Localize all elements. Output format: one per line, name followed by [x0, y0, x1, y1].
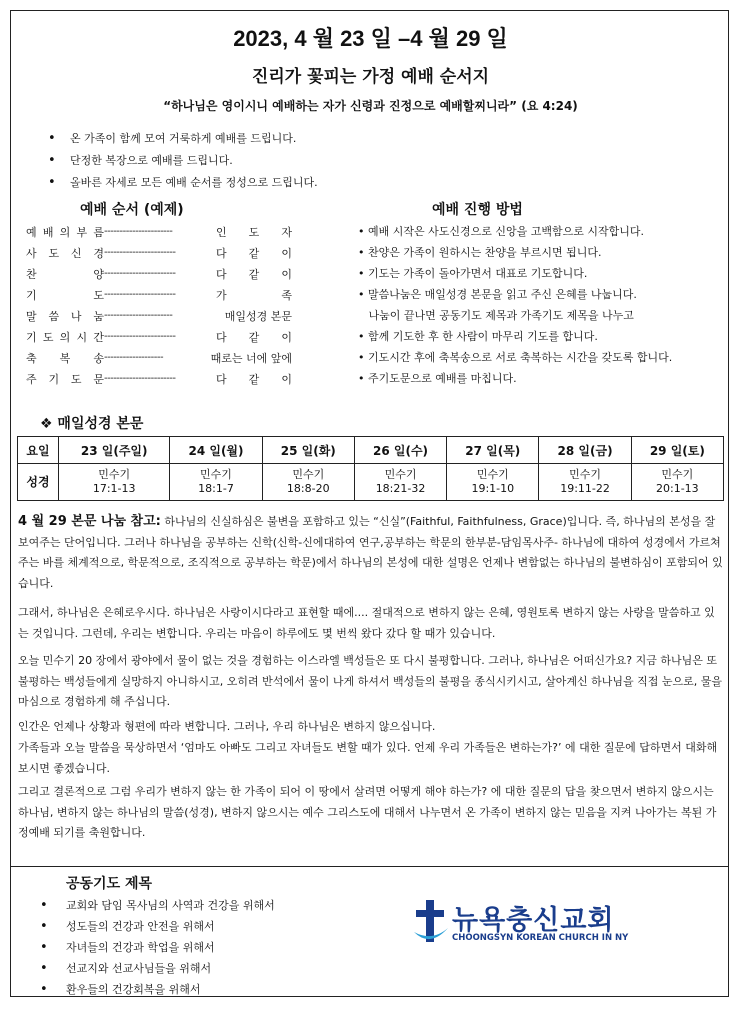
order-leader-dashes: ----------------------- — [104, 268, 176, 279]
day-header: 28 일(금) — [539, 437, 631, 464]
day-header: 25 일(화) — [262, 437, 354, 464]
order-leader-dashes: ------------------- — [104, 352, 164, 363]
day-label-cell: 요일 — [18, 437, 59, 464]
order-item-name — [26, 371, 104, 387]
method-item: • 말씀나눔은 매일성경 본문을 읽고 주신 은혜를 나눕니다. — [358, 288, 637, 301]
order-name-char: 문 — [93, 372, 104, 386]
prayer-item: • 성도들의 건강과 안전을 위해서 — [40, 916, 275, 937]
order-leader-dashes: ----------------------- — [104, 289, 176, 300]
order-name-char: 눔 — [93, 309, 104, 323]
church-name-korean: 뉴욕충신교회 — [452, 905, 615, 936]
rule-item: • 단정한 복장으로 예배를 드립니다. — [48, 150, 318, 172]
reflection-paragraph: 가족들과 오늘 말씀을 묵상하면서 ‘엄마도 아빠도 그리고 자녀들도 변할 때가 있다. 언제 우리 가족들은 변하는가?’ 에 대한 질문에 답하면서 대화해 보시면 좋겠습니다. — [18, 741, 718, 775]
reflection-paragraph: 오늘 민수기 20 장에서 광야에서 물이 없는 것을 경험하는 이스라엘 백성들은 또 다시 불평합니다. 그러나, 하나님은 어떠신가요? 지금 하나님은 또 불평하는 백성들에게 실망하지 아니하시고, 오히려 반석에서 물이 나게 하셔서 백성들의 불평을 종식시키시고, 살아계신 하나님을 직접 눈으로, 물을 마심으로 경험하게 해 주십니다. — [18, 654, 722, 708]
order-row — [26, 221, 292, 242]
day-header: 24 일(월) — [170, 437, 262, 464]
church-logo — [412, 898, 629, 950]
order-leader-char: 같 — [248, 372, 260, 386]
reading-cell — [262, 464, 354, 501]
daily-bible-table — [17, 436, 724, 501]
church-name-english: CHOONGSYN KOREAN CHURCH IN NY — [452, 933, 629, 943]
order-leader-char: 이 — [281, 267, 292, 281]
reflection-paragraph: 그래서, 하나님은 은혜로우시다. 하나님은 사랑이시다라고 표현할 때에.... 절대적으로 변하지 않는 은혜, 영원토록 변하지 않는 사랑을 말씀하고 있는 것입니다. 그런데, 우리는 변합니다. 우리는 마음이 하루에도 몇 번씩 왔다 갔다 할 때가 있습니다. — [18, 606, 715, 640]
order-leader-char: 이 — [281, 330, 292, 344]
order-leader-char: 자 — [281, 225, 292, 239]
rule-item: • 올바른 자세로 모든 예배 순서를 정성으로 드립니다. — [48, 172, 318, 194]
method-item: • 주기도문으로 예배를 마칩니다. — [358, 372, 517, 385]
reading-ref: 20:1-13 — [656, 482, 699, 495]
section-divider — [10, 866, 729, 867]
page-subtitle: 진리가 꽃피는 가정 예배 순서지 — [251, 67, 490, 87]
order-name-char: 도 — [70, 372, 82, 386]
reading-ref: 18:1-7 — [198, 482, 234, 495]
order-leader-char: 같 — [248, 246, 260, 260]
order-row — [26, 242, 292, 263]
order-name-char: 도 — [48, 246, 60, 260]
order-leader-dashes: ---------------------- — [104, 226, 173, 237]
book-label-cell: 성경 — [18, 464, 59, 501]
reading-ref: 17:1-13 — [92, 482, 136, 495]
reading-cell — [170, 464, 262, 501]
day-header: 23 일(주일) — [59, 437, 170, 464]
table-header-row — [18, 437, 724, 464]
order-item-name — [26, 245, 104, 261]
book-name: 민수기 — [292, 468, 325, 481]
method-heading: 예배 진행 방법 — [432, 202, 523, 218]
day-header: 26 일(수) — [354, 437, 446, 464]
book-name: 민수기 — [200, 468, 232, 481]
page-title: 2023, 4 월 23 일 –4 월 29 일 — [233, 26, 508, 51]
reading-cell — [447, 464, 539, 501]
reading-ref: 19:11-22 — [560, 482, 610, 495]
order-leader-char: 이 — [281, 246, 292, 260]
order-name-char: 도 — [93, 288, 104, 302]
daily-bible-heading: ❖ 매일성경 본문 — [40, 416, 144, 432]
method-item: 나눔이 끝나면 공동기도 제목과 가족기도 제목을 나누고 — [358, 309, 634, 322]
order-item-leader — [216, 287, 292, 303]
method-item: • 함께 기도한 후 한 사람이 마무리 기도를 합니다. — [358, 330, 598, 343]
method-item: • 기도시간 후에 축복송으로 서로 축복하는 시간을 갖도록 합니다. — [358, 351, 673, 364]
order-name-char: 름 — [93, 225, 104, 239]
order-name-char: 기 — [48, 372, 60, 386]
order-name-char: 사 — [26, 246, 37, 260]
reflection-lead: 4 월 29 본문 나눔 참고: — [18, 514, 161, 529]
reflection-paragraph: 그리고 결론적으로 그럼 우리가 변하지 않는 한 가족이 되어 이 땅에서 살려면 어떻게 해야 하는가? 에 대한 질문의 답을 찾으면서 변하지 않으시는 하나님, 변하지 않는 하나님의 말씀(성경), 변하지 않으시는 예수 그리스도에 대해서 나누면서 온 가족이 변하지 않는 믿음을 지켜 나아가는 복된 가정예배 되기를 축원합니다. — [18, 785, 717, 839]
order-item-leader: 때로는 너에 앞에 — [210, 351, 292, 365]
order-leader-dashes: ----------------------- — [104, 247, 176, 258]
reflection-text: 하나님의 신실하심은 불변을 포함하고 있는 “신실”(Faithful, Faithfulness, Grace)입니다. 즉, 하나님의 본성을 잘 보여주는 단어입니다. 그러나 하나님을 공부하는 신학(신학-신에대하여 연구,공부하는 학문의 한부분-담임목사주- 하나님에 대하여 성경에서 가르쳐주는 바를 체계적으로, 학문적으로, 조직적으로 공부하는 학문)에서 하나님의 본성에 대한 설명은 언제나 변함없는 하나님의 불변하심이 포함되어 있습니다. — [18, 515, 723, 590]
worship-rules-list — [48, 128, 318, 194]
prayer-item: • 선교지와 선교사님들을 위해서 — [40, 958, 275, 979]
day-header: 29 일(토) — [631, 437, 723, 464]
order-name-char: 복 — [59, 351, 71, 365]
order-item-name — [26, 287, 104, 303]
order-row — [26, 284, 292, 305]
order-leader-dashes: ---------------------- — [104, 310, 173, 321]
order-leader-char: 같 — [248, 267, 260, 281]
method-item: • 예배 시작은 사도신경으로 신앙을 고백함으로 시작합니다. — [358, 225, 644, 238]
book-name: 민수기 — [476, 468, 509, 481]
order-item-name — [26, 308, 104, 324]
order-leader-char: 인 — [216, 225, 227, 239]
order-row — [26, 368, 292, 389]
order-name-char: 나 — [70, 309, 82, 323]
order-item-leader — [216, 266, 292, 282]
order-leader-char: 다 — [216, 267, 227, 281]
order-item-leader — [216, 245, 292, 261]
order-item-leader: 매일성경 본문 — [224, 309, 292, 323]
order-leader-char: 가 — [216, 288, 227, 302]
reading-ref: 18:21-32 — [375, 482, 426, 495]
reading-cell — [631, 464, 723, 501]
order-name-char: 기 — [26, 330, 37, 344]
order-name-char: 의 — [59, 330, 71, 344]
order-heading: 예배 순서 (예제) — [80, 202, 184, 218]
order-leader-dashes: ----------------------- — [104, 373, 176, 384]
order-name-char: 찬 — [26, 267, 37, 281]
reading-ref: 19:1-10 — [471, 482, 515, 495]
book-name: 민수기 — [384, 468, 417, 481]
reading-cell — [539, 464, 631, 501]
order-item-leader — [216, 329, 292, 345]
reading-cell — [59, 464, 170, 501]
rule-item: • 온 가족이 함께 모여 거룩하게 예배를 드립니다. — [48, 128, 318, 150]
order-name-char: 신 — [70, 246, 82, 260]
order-name-char: 시 — [76, 330, 88, 344]
order-name-char: 예 — [26, 225, 37, 239]
method-item: • 기도는 가족이 돌아가면서 대표로 기도합니다. — [358, 267, 588, 280]
cross-logo-icon — [412, 898, 450, 948]
order-leader-char: 도 — [248, 225, 260, 239]
order-name-char: 송 — [93, 351, 104, 365]
reflection-paragraph: 인간은 언제나 상황과 형편에 따라 변합니다. 그러나, 우리 하나님은 변하지 않으십니다. — [18, 720, 436, 733]
order-item-leader — [216, 371, 292, 387]
prayer-heading: 공동기도 제목 — [66, 876, 153, 892]
order-item-name — [26, 350, 104, 366]
order-name-char: 주 — [26, 372, 37, 386]
order-name-char: 씀 — [48, 309, 60, 323]
reading-ref: 18:8-20 — [286, 482, 330, 495]
reflection-paragraph — [18, 512, 723, 594]
order-name-char: 간 — [93, 330, 104, 344]
method-item: • 찬양은 가족이 원하시는 찬양을 부르시면 됩니다. — [358, 246, 602, 259]
prayer-item: • 자녀들의 건강과 학업을 위해서 — [40, 937, 275, 958]
order-row — [26, 347, 292, 368]
order-name-char: 기 — [26, 288, 37, 302]
order-item-leader — [216, 224, 292, 240]
order-leader-char: 다 — [216, 246, 227, 260]
order-leader-char: 족 — [281, 288, 292, 302]
book-name: 민수기 — [98, 468, 131, 481]
order-name-char: 의 — [59, 225, 71, 239]
order-name-char: 말 — [26, 309, 37, 323]
book-name: 민수기 — [661, 468, 694, 481]
order-name-char: 부 — [76, 225, 88, 239]
day-header: 27 일(목) — [447, 437, 539, 464]
order-item-name — [26, 329, 104, 345]
order-leader-char: 다 — [216, 330, 227, 344]
order-leader-char: 이 — [281, 372, 292, 386]
reading-cell — [354, 464, 446, 501]
prayer-list — [40, 895, 275, 1000]
table-row — [18, 464, 724, 501]
order-row — [26, 326, 292, 347]
order-name-char: 양 — [93, 267, 104, 281]
order-item-name — [26, 224, 104, 240]
order-name-char: 경 — [93, 246, 104, 260]
prayer-item: • 교회와 담임 목사님의 사역과 건강을 위해서 — [40, 895, 275, 916]
order-name-char: 축 — [26, 351, 37, 365]
prayer-item: • 환우들의 건강회복을 위해서 — [40, 979, 275, 1000]
order-leader-char: 같 — [248, 330, 260, 344]
order-name-char: 배 — [42, 225, 54, 239]
order-leader-dashes: ----------------------- — [104, 331, 176, 342]
order-row — [26, 305, 292, 326]
order-row — [26, 263, 292, 284]
order-name-char: 도 — [42, 330, 54, 344]
book-name: 민수기 — [569, 468, 601, 481]
order-item-name — [26, 266, 104, 282]
scripture-verse: “하나님은 영이시니 예배하는 자가 신령과 진정으로 예배할찌니라” (요 4:24) — [163, 99, 578, 113]
order-leader-char: 다 — [216, 372, 227, 386]
